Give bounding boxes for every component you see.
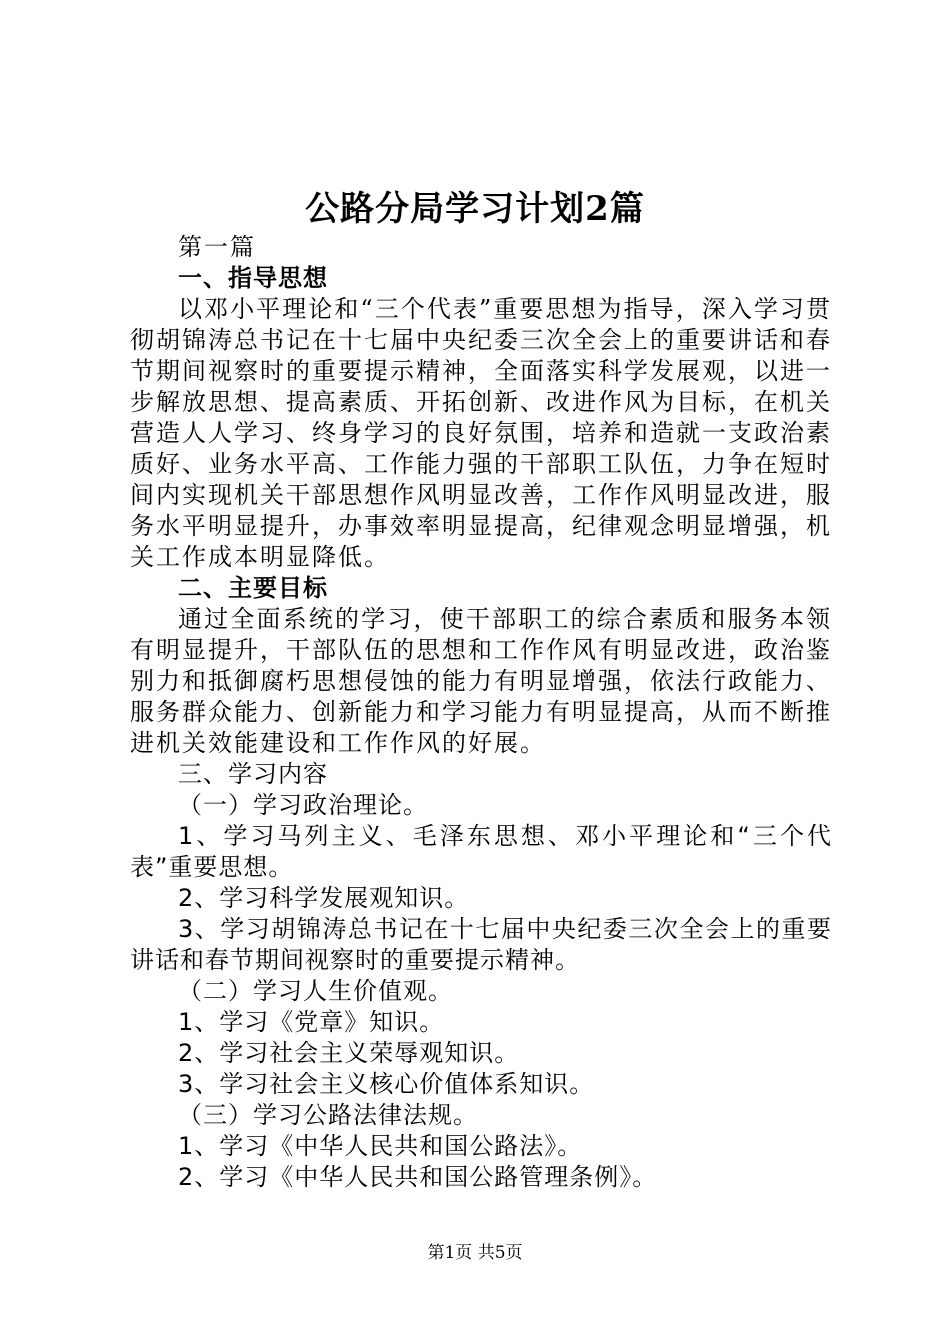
subheading: （二）学习人生价值观。 <box>178 977 453 1005</box>
paragraph: 以邓小平理论和“三个代表”重要思想为指导，深入学习贯彻胡锦涛总书记在十七届中央纪委三次全会上的重要讲话和春节期间视察时的重要提示精神，全面落实科学发展观，以进一步解放思想、提高素质、开拓创新、改进作风为目标，在机关营造人人学习、终身学习的良好氛围，培养和造就一支政治素质好、业务水平高、工作能力强的干部职工队伍，力争在短时间内实现机关干部思想作风明显改善，工作作风明显改进，服务水平明显提升，办事效率明显提高，纪律观念明显增强，机关工作成本明显降低。 <box>130 295 832 571</box>
paragraph: 通过全面系统的学习，使干部职工的综合素质和服务本领有明显提升，干部队伍的思想和工作作风有明显改进，政治鉴别力和抵御腐朽思想侵蚀的能力有明显增强，依法行政能力、服务群众能力、创新能力和学习能力有明显提高，从而不断推进机关效能建设和工作作风的好展。 <box>130 605 832 757</box>
list-item: 2、学习科学发展观知识。 <box>178 884 470 912</box>
page-footer: 第1页 共5页 <box>427 1243 523 1263</box>
list-item: 1、学习马列主义、毛泽东思想、邓小平理论和“三个代表”重要思想。 <box>130 822 832 881</box>
list-item: 1、学习《党章》知识。 <box>178 1008 445 1036</box>
section-label: 第一篇 <box>178 233 256 261</box>
list-item: 2、学习社会主义荣辱观知识。 <box>178 1039 520 1067</box>
list-item: 3、学习胡锦涛总书记在十七届中央纪委三次全会上的重要讲话和春节期间视察时的重要提示精神。 <box>130 915 832 974</box>
list-item: 3、学习社会主义核心价值体系知识。 <box>178 1070 595 1098</box>
heading-study-content: 三、学习内容 <box>178 760 328 788</box>
document-title: 公路分局学习计划2篇 <box>305 189 645 229</box>
subheading: （一）学习政治理论。 <box>178 791 428 819</box>
list-item: 2、学习《中华人民共和国公路管理条例》。 <box>178 1163 658 1191</box>
document-body <box>130 232 832 1193</box>
list-item: 1、学习《中华人民共和国公路法》。 <box>178 1132 583 1160</box>
heading-guiding-ideology: 一、指导思想 <box>178 264 328 292</box>
subheading: （三）学习公路法律法规。 <box>178 1101 478 1129</box>
heading-main-goals: 二、主要目标 <box>178 574 328 602</box>
